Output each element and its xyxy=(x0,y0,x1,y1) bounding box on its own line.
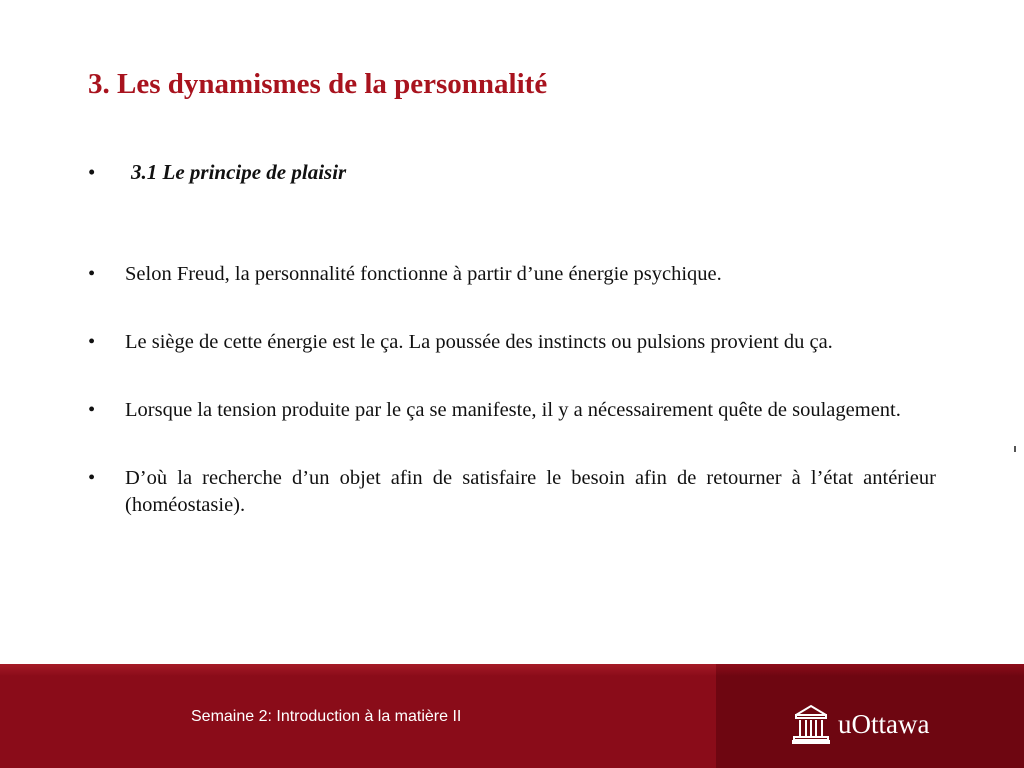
uottawa-logo xyxy=(792,703,929,745)
footer-logo-highlight xyxy=(716,664,1024,676)
bullet-list xyxy=(88,261,936,519)
bullet-marker: • xyxy=(88,331,96,353)
logo-text: uOttawa xyxy=(838,708,930,739)
bullet-marker: • xyxy=(88,399,96,421)
bullet-text: Selon Freud, la personnalité fonctionne à partir d’une énergie psychique. xyxy=(125,263,722,285)
bullet-text: Le siège de cette énergie est le ça. La poussée des instincts ou pulsions provient du ça. xyxy=(125,331,833,353)
bullet-text: Lorsque la tension produite par le ça se manifeste, il y a nécessairement quête de soulagement. xyxy=(125,399,901,421)
bullet-marker: • xyxy=(88,263,96,285)
bullet-item xyxy=(88,465,936,519)
footer-bar xyxy=(0,664,1024,768)
bullet-item xyxy=(88,261,936,288)
bullet-item xyxy=(88,397,936,424)
bullet-text: D’où la recherche d’un objet afin de satisfaire le besoin afin de retourner à l’état antérieur (homéostasie). xyxy=(125,467,936,516)
slide-title: 3. Les dynamismes de la personnalité xyxy=(88,68,548,100)
bullet-item xyxy=(88,329,936,356)
bullet-marker: • xyxy=(88,160,96,184)
bullet-marker: • xyxy=(88,467,96,489)
edge-mark xyxy=(1014,446,1016,452)
subheading-text: 3.1 Le principe de plaisir xyxy=(131,160,347,184)
course-label: Semaine 2: Introduction à la matière II xyxy=(191,708,462,725)
building-icon xyxy=(792,703,830,745)
